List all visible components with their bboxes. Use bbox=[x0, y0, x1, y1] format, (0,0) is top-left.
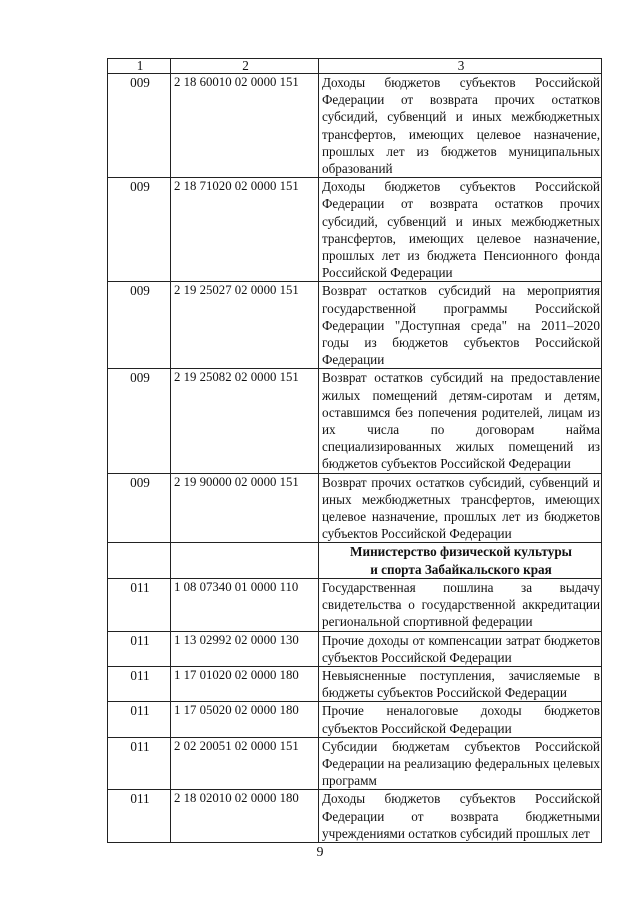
revenue-code: 2 19 25027 02 0000 151 bbox=[171, 282, 319, 369]
table-row bbox=[108, 473, 602, 543]
revenue-description: Доходы бюджетов субъектов Российской Федерации от возврата бюджетными учреждениями остатков субсидий прошлых лет bbox=[319, 790, 602, 843]
revenue-description: Субсидии бюджетам субъектов Российской Федерации на реализацию федеральных целевых программ bbox=[319, 737, 602, 790]
admin-code: 011 bbox=[108, 790, 171, 843]
revenue-code: 2 19 25082 02 0000 151 bbox=[171, 369, 319, 473]
revenue-code: 2 19 90000 02 0000 151 bbox=[171, 473, 319, 543]
admin-code: 009 bbox=[108, 74, 171, 178]
table-row bbox=[108, 282, 602, 369]
admin-code: 011 bbox=[108, 666, 171, 701]
revenue-description: Возврат остатков субсидий на мероприятия государственной программы Российской Федерации "Доступная среда" на 2011–2020 годы из бюджетов субъектов Российской Федерации bbox=[319, 282, 602, 369]
admin-code: 011 bbox=[108, 631, 171, 666]
table-row bbox=[108, 790, 602, 843]
header-col-3: 3 bbox=[319, 59, 602, 74]
revenue-description: Возврат остатков субсидий на предоставление жилых помещений детям-сиротам и детям, оставшимся без попечения родителей, лицам из их числа по договорам найма специализированных жилых помещений из бюджетов субъектов Российской Федерации bbox=[319, 369, 602, 473]
revenue-description: Доходы бюджетов субъектов Российской Федерации от возврата прочих остатков субсидий, субвенций и иных межбюджетных трансфертов, имеющих целевое назначение, прошлых лет из бюджетов муниципальных образований bbox=[319, 74, 602, 178]
revenue-codes-table bbox=[107, 58, 602, 843]
admin-code: 011 bbox=[108, 737, 171, 790]
revenue-code: 1 17 05020 02 0000 180 bbox=[171, 702, 319, 737]
revenue-description: Возврат прочих остатков субсидий, субвенций и иных межбюджетных трансфертов, имеющих целевое назначение, прошлых лет из бюджетов субъектов Российской Федерации bbox=[319, 473, 602, 543]
table-row bbox=[108, 178, 602, 282]
table-row bbox=[108, 74, 602, 178]
admin-code: 011 bbox=[108, 702, 171, 737]
table-row bbox=[108, 666, 602, 701]
revenue-description: Невыясненные поступления, зачисляемые в бюджеты субъектов Российской Федерации bbox=[319, 666, 602, 701]
admin-code: 009 bbox=[108, 178, 171, 282]
revenue-description: Прочие неналоговые доходы бюджетов субъектов Российской Федерации bbox=[319, 702, 602, 737]
page-number: 9 bbox=[316, 845, 324, 860]
section-heading bbox=[319, 543, 602, 578]
revenue-code: 2 18 71020 02 0000 151 bbox=[171, 178, 319, 282]
admin-code: 011 bbox=[108, 578, 171, 631]
revenue-code: 2 18 02010 02 0000 180 bbox=[171, 790, 319, 843]
revenue-code: 2 18 60010 02 0000 151 bbox=[171, 74, 319, 178]
table-row bbox=[108, 578, 602, 631]
revenue-code: 1 13 02992 02 0000 130 bbox=[171, 631, 319, 666]
admin-code: 009 bbox=[108, 473, 171, 543]
revenue-code: 1 08 07340 01 0000 110 bbox=[171, 578, 319, 631]
table-header-row bbox=[108, 59, 602, 74]
admin-code: 009 bbox=[108, 369, 171, 473]
table-row bbox=[108, 702, 602, 737]
admin-code: 009 bbox=[108, 282, 171, 369]
section-row bbox=[108, 543, 602, 578]
revenue-description: Государственная пошлина за выдачу свидетельства о государственной аккредитации региональной спортивной федерации bbox=[319, 578, 602, 631]
table-row bbox=[108, 631, 602, 666]
empty-cell bbox=[171, 543, 319, 578]
header-col-2: 2 bbox=[171, 59, 319, 74]
revenue-description: Прочие доходы от компенсации затрат бюджетов субъектов Российской Федерации bbox=[319, 631, 602, 666]
table-row bbox=[108, 737, 602, 790]
revenue-description: Доходы бюджетов субъектов Российской Федерации от возврата остатков прочих субсидий, субвенций и иных межбюджетных трансфертов, имеющих целевое назначение, прошлых лет из бюджета Пенсионного фонда Российской Федерации bbox=[319, 178, 602, 282]
revenue-code: 1 17 01020 02 0000 180 bbox=[171, 666, 319, 701]
table-row bbox=[108, 369, 602, 473]
header-col-1: 1 bbox=[108, 59, 171, 74]
section-heading-line-2: и спорта Забайкальского края bbox=[370, 561, 552, 577]
empty-cell bbox=[108, 543, 171, 578]
revenue-code: 2 02 20051 02 0000 151 bbox=[171, 737, 319, 790]
section-heading-line-1: Министерство физической культуры bbox=[350, 544, 572, 560]
